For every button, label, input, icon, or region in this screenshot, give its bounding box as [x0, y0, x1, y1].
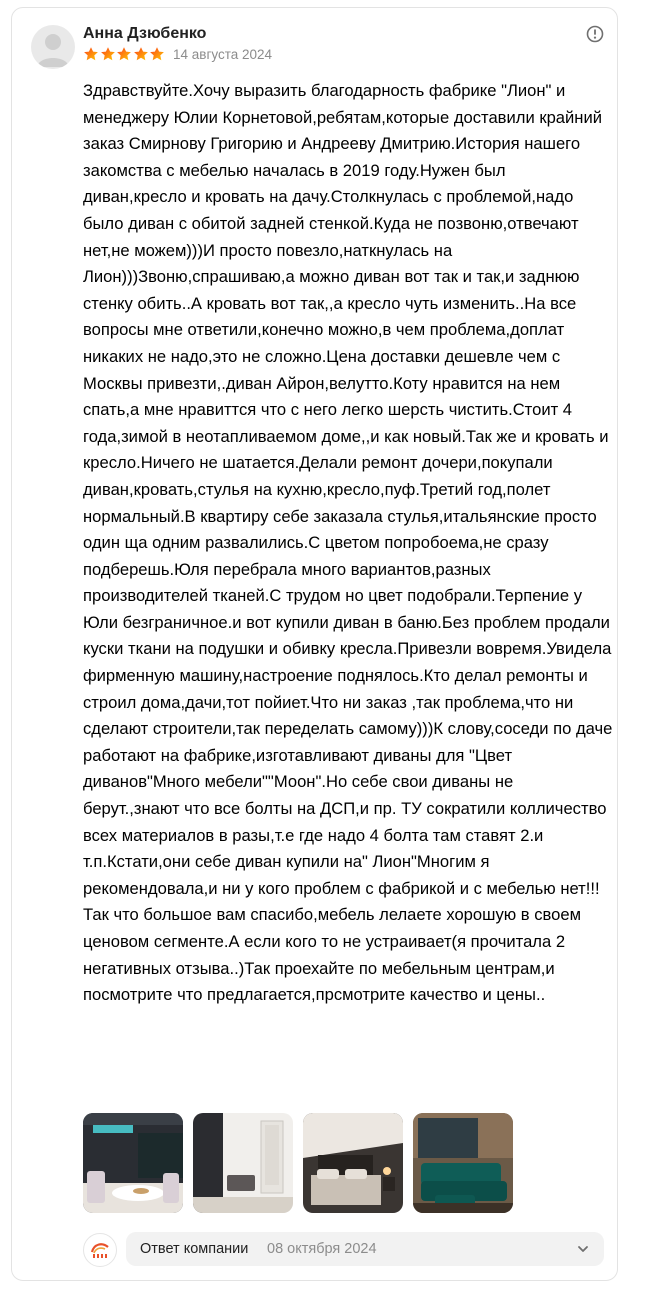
green-sofa-photo-icon	[413, 1113, 513, 1213]
review-photo-hallway[interactable]	[193, 1113, 293, 1213]
review-photo-green-sofa[interactable]	[413, 1113, 513, 1213]
user-silhouette-icon	[31, 25, 75, 69]
star-icon	[100, 46, 116, 62]
star-icon	[83, 46, 99, 62]
review-photo-dining-room[interactable]	[83, 1113, 183, 1213]
avatar[interactable]	[31, 25, 75, 69]
review-date: 14 августа 2024	[173, 47, 273, 62]
dining-room-photo-icon	[83, 1113, 183, 1213]
company-reply-date: 08 октября 2024	[267, 1241, 377, 1257]
star-rating	[83, 46, 166, 62]
review-author[interactable]: Анна Дзюбенко	[83, 25, 207, 42]
chevron-down-icon	[576, 1242, 590, 1256]
bedroom-photo-icon	[303, 1113, 403, 1213]
info-icon[interactable]	[586, 25, 604, 43]
hallway-photo-icon	[193, 1113, 293, 1213]
photo-gallery	[83, 1113, 513, 1213]
star-icon	[116, 46, 132, 62]
review-text: Здравствуйте.Хочу выразить благодарность фабрике "Лион" и менеджеру Юлии Корнетовой,ребятам,которые доставили крайний заказ Смирнову Григорию и Андрееву Дмитрию.История нашего закомства с мебелью началась в 2019 году.Нужен был диван,кресло и кровать на дачу.Столкнулась с проблемой,надо было диван с обитой задней стенкой.Куда не позвоню,отвечают нет,не можем)))И просто повезло,наткнулась на Лион)))Звоню,спрашиваю,а можно диван вот так и так,и заднюю стенку обить..А кровать вот так,,а кресло чуть изменить..На все вопросы мне ответили,конечно можно,в чем проблема,доплат никаких не надо,это не сложно.Цена доставки дешевле чем с Москвы привезти,.диван Айрон,велутто.Коту нравится на нем спать,а мне нравиттся что с него легко шерсть чистить.Стоит 4 года,зимой в неотапливаемом доме,,и как новый.Так же и кровать и кресло.Ничего не шатается.Делали ремонт дочери,покупали диван,кровать,стулья на кухню,кресло,пуф.Третий год,полет нормальный.В квартиру себе заказала стулья,итальянские просто один ща одним развалились.С цветом попробоема,не сразу подберешь.Юля перебрала много вариантов,разных производителей тканей.С трудом но цвет подобрали.Терпение у Юли безграничное.и вот купили диван в баню.Без проблем продали куски ткани на подушки и обивку кресла.Привезли вовремя.Увидела фирменную машину,настроение поднялось.Кто делал ремонты и строил дома,дачи,тот пойиет.Что ни заказ ,так проблема,что ни сделают строители,так переделать самому)))К слову,соседи по даче работают на фабрике,изготавливают диваны для "Цвет диванов"Много мебели""Моон".Но себе свои диваны не берут.,знают что все болты на ДСП,и пр. ТУ сократили колличество всех материалов в разы,т.е где надо 4 болта там ставят 2.и т.п.Кстати,они себе диван купили на" Лион"Многим я рекомендовала,и ни у кого проблем с фабрикой и с мебелью нет!!!Так что большое вам спасибо,мебель лелаете хорошую в своем ценовом сегменте.А если кого то не устраивает(я прочитала 2 негативных отзыва..)Так проехайте по мебельным центрам,и посмотрите что предлагается,прсмотрите качество и цены..	[83, 81, 613, 1005]
company-reply-toggle[interactable]	[126, 1232, 604, 1266]
company-logo[interactable]	[83, 1233, 117, 1267]
review-photo-bedroom[interactable]	[303, 1113, 403, 1213]
star-icon	[149, 46, 165, 62]
review-card	[11, 7, 618, 1281]
star-icon	[133, 46, 149, 62]
company-logo-icon	[88, 1238, 112, 1262]
company-reply-label: Ответ компании	[140, 1241, 249, 1257]
